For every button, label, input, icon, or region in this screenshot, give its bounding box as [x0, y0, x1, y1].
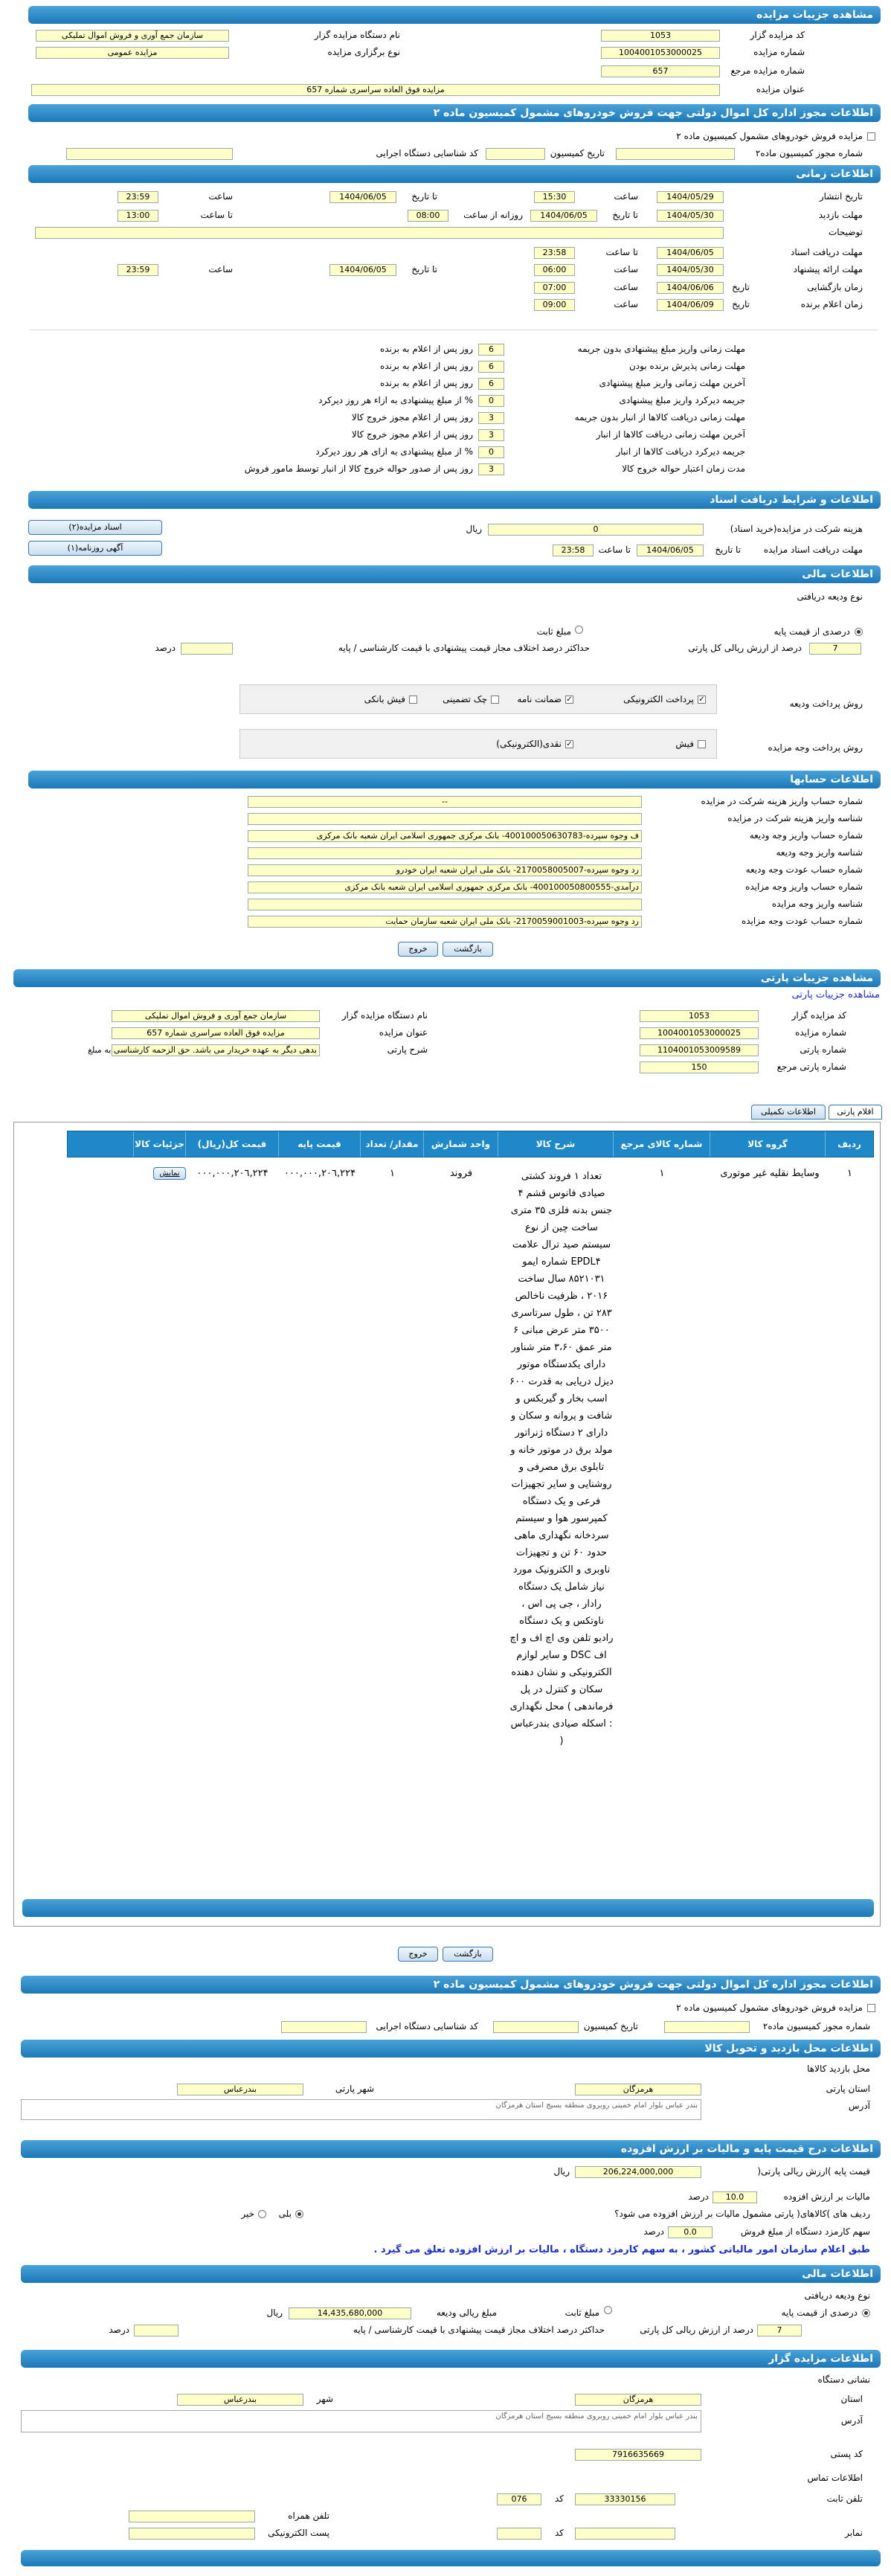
penalty-unit: روز پس از اعلام به برنده — [380, 344, 473, 354]
docs-until-label: تا ساعت — [605, 247, 638, 257]
publish-to-field: 1404/06/05 — [329, 191, 396, 203]
account-label: شناسه واریز هزینه شرکت در مزایده — [727, 813, 863, 823]
auction-no-label: شماره مزایده — [753, 47, 805, 57]
offer-time-field: 06:00 — [534, 264, 575, 276]
org-label: نام دستگاه مزایده گزار — [314, 30, 400, 40]
penalty-label: مهلت زمانی دریافت کالاها از انبار بدون جریمه — [574, 412, 745, 423]
exec-code-field — [66, 148, 233, 160]
permit-label: شماره مجوز کمیسیون ماده۲ — [755, 148, 863, 158]
email-field — [129, 2528, 255, 2540]
docs-label: مهلت دریافت اسناد — [790, 247, 863, 257]
section-header-price-vat: اطلاعات درج قیمت پایه و مالیات بر ارزش افزوده — [21, 2140, 881, 2158]
tab-party-items[interactable]: اقلام پارتی — [829, 1105, 882, 1120]
type-label: نوع برگزاری مزایده — [327, 47, 400, 57]
publish-label: تاریخ انتشار — [819, 191, 863, 202]
commission-checkbox-2[interactable] — [867, 2004, 875, 2012]
penalty-value: 3 — [478, 463, 504, 475]
party-org-label: نام دستگاه مزایده گزار — [341, 1010, 428, 1021]
fixed-label: مبلغ ثابت — [536, 626, 571, 637]
type-field: مزایده عمومی — [36, 47, 229, 59]
phone-field: 33330156 — [575, 2493, 675, 2505]
vat-question: ردیف های )کالاهای( پارتی مشمول مالیات بر ارزش افزوده می شود؟ — [614, 2209, 870, 2219]
visit-from-field: 1404/05/30 — [657, 210, 724, 222]
penalty-value: 6 — [478, 378, 504, 390]
tab-extra-info[interactable]: اطلاعات تکمیلی — [751, 1105, 826, 1120]
exit-button-2[interactable]: خروج — [398, 1947, 438, 1962]
permit-label-2: شماره مجوز کمیسیون ماده۲ — [762, 2021, 870, 2031]
fax-code-label: کد — [554, 2528, 564, 2538]
offer-label: مهلت ارائه پیشنهاد — [793, 264, 863, 274]
section-header-permit: اطلاعات مجوز اداره کل اموال دولتی جهت فروش خودروهای مشمول کمیسیون ماده ۲ — [28, 104, 881, 122]
pm-guarantee-checkbox[interactable]: ✓ — [566, 696, 573, 704]
pay-method-panel — [239, 684, 717, 714]
items-table-header — [67, 1131, 874, 1157]
publish-hour2-label: ساعت — [208, 191, 233, 202]
visit-to-field: 1404/06/05 — [530, 210, 597, 222]
base-price-rial: ریال — [553, 2166, 570, 2177]
max-diff-label: حداکثر درصد اختلاف مجاز قیمت پیشنهادی با قیمت کارشناسی / پایه — [338, 643, 590, 653]
row-detail-button[interactable]: نمایش — [153, 1167, 186, 1180]
vat-field: 10.0 — [713, 2191, 757, 2203]
daily-from-field: 08:00 — [408, 210, 448, 222]
phone-code-label: کد — [554, 2493, 564, 2504]
pa-fish-checkbox[interactable] — [698, 740, 706, 748]
row-desc: تعداد ۱ فروند کشتی صیادی فانوس قشم ۴ جنس بدنه فلزی ۳۵ متری ساخت چین از نوع سیستم صید ترال علامت EPDL۴ شماره ایمو ۸۵۲۱۰۳۱ سال ساخت ۲۰۱۶ ، ظرفیت ناخالص ۲۸۳ تن ، طول سرتاسری ۳۵۰۰ متر عرض مبانی ۶ متر عمق ۳،۶۰ متر شناور دارای یکدستگاه موتور دیزل دریایی به قدرت ۶۰۰ اسب بخار و گیربکس و شافت و پروانه و سکان و دارای ۲ دستگاه ژنراتور مولد برق در موتور خانه و تابلوی برق مصرفی و روشنایی و سایر تجهیزات فرعی و یک دستگاه کمپرسور هوا و سیستم سردخانه نگهداری ماهی حدود ۶۰ تن و تجهیزات ناوبری و الکترونیک مورد نیاز شامل یک دستگاه رادار ، جی پی اس ، ناوتکس و یک دستگاه رادیو تلفن وی اچ اف و اچ اف DSC و سایر لوازم الکترونیکی و نشان دهنده سکان و کنترل در پل فرماندهی ) محل نگهداری : اسکله صیادی بندرعباس ( — [509, 1171, 614, 1747]
deposit-type-label-2: نوع ودیعه دریافتی — [804, 2290, 870, 2301]
email-label: پست الکترونیکی — [268, 2528, 329, 2538]
col-header: شماره کالای مرجع — [613, 1131, 710, 1157]
publish-to-label: تا تاریخ — [411, 191, 437, 202]
exec-code-label: کد شناسایی دستگاه اجرایی — [376, 148, 478, 158]
penalty-label: جریمه دیرکرد واریز مبلغ پیشنهادی — [619, 395, 745, 405]
party-ref-label: شماره پارتی مرجع — [776, 1061, 846, 1072]
postal-label: کد پستی — [830, 2449, 863, 2459]
account-value — [248, 847, 642, 859]
pct-radio-2[interactable] — [862, 2309, 870, 2317]
back-button[interactable]: بازگشت — [443, 942, 493, 957]
account-value — [248, 813, 642, 825]
table-footer — [22, 1899, 874, 1917]
pm-electronic-label: پرداخت الکترونیکی — [623, 694, 694, 704]
docs-time-field: 23:58 — [534, 247, 575, 259]
permit-field-2 — [664, 2021, 750, 2033]
penalty-label: مدت زمان اعتبار حواله خروج کالا — [622, 463, 745, 474]
vat-label: مالیات بر ارزش افزوده — [783, 2191, 870, 2202]
pct-label-2: درصدی از قیمت پایه — [781, 2307, 858, 2318]
commission-checkbox[interactable] — [867, 132, 875, 141]
visit-until-field: 13:00 — [118, 210, 158, 222]
announce-hour-label: ساعت — [614, 299, 638, 309]
base-price-field: 206,224,000,000 — [575, 2166, 701, 2178]
pm-check-checkbox[interactable] — [491, 696, 499, 704]
penalty-label: آخرین مهلت زمانی واریز مبلغ پیشنهادی — [599, 378, 745, 388]
party-address-field: بندر عباس بلوار امام خمینی روبروی منطقه بسیج استان هرمزگان — [21, 2099, 701, 2120]
party-code-label: کد مزایده گزار — [791, 1010, 846, 1021]
section-header-auction-details: مشاهده جزییات مزایده — [28, 6, 881, 24]
offer-to-field: 1404/06/05 — [329, 264, 396, 276]
deposit-amount-field: 14,435,680,000 — [289, 2307, 411, 2319]
party-code-field: 1053 — [640, 1010, 759, 1022]
row-index: ١ — [847, 1168, 852, 1179]
contact-title: اطلاعات تماس — [807, 2473, 863, 2483]
mobile-field — [129, 2511, 255, 2522]
section-header-visit-place: اطلاعات محل بازدید و تحویل کالا — [21, 2040, 881, 2058]
party-subtitle: مشاهده جزییات پارتی — [791, 989, 880, 1000]
title-label: عنوان مزایده — [756, 84, 805, 94]
penalty-label: آخرین مهلت زمانی دریافت کالاها از انبار — [596, 429, 745, 440]
penalty-unit: روز پس از اعلام مجوز خروج کالا — [351, 429, 473, 440]
party-city-label: شهر پارتی — [335, 2084, 374, 2094]
address-title: نشانی دستگاه — [817, 2374, 870, 2385]
desc-field — [35, 227, 724, 239]
account-label: شماره حساب واریز وجه ودیعه — [749, 830, 863, 841]
penalty-label: مهلت زمانی پذیرش برنده بودن — [628, 361, 745, 371]
row-base-price: ٢٠٦,٢٢۴,٠٠٠,٠٠٠ — [283, 1168, 356, 1179]
code-field: 1053 — [601, 30, 720, 42]
title-field: مزایده فوق العاده سراسری شماره 657 — [31, 84, 720, 96]
col-header: قیمت کل(ریال) — [185, 1131, 278, 1157]
account-value: درآمدی-400100050800555- بانک مرکزی جمهوری اسلامی ایران شعبه بانک مرکزی — [248, 881, 642, 893]
pm-guarantee-label: ضمانت نامه — [517, 694, 562, 704]
penalty-value: 3 — [478, 412, 504, 424]
permit-field — [616, 148, 735, 160]
penalty-value: 0 — [478, 446, 504, 458]
pay-auction-panel — [239, 729, 717, 759]
open-time-field: 07:00 — [534, 282, 575, 294]
pay-method-label: روش پرداخت ودیعه — [789, 698, 863, 709]
pct-text: درصد از ارزش ریالی کل پارتی — [688, 643, 802, 653]
section-header-auctioneer: اطلاعات مزایده گزار — [21, 2350, 881, 2368]
pay-auction-label: روش پرداخت وجه مزایده — [768, 742, 863, 753]
fee-label: هزینه شرکت در مزایده(خرید اسناد) — [730, 524, 863, 534]
penalty-unit: روز پس از اعلام به برنده — [380, 378, 473, 388]
base-price-label: قیمت پایه )ارزش ریالی پارتی( — [757, 2166, 870, 2177]
section-header-documents: اطلاعات و شرایط دریافت اسناد — [28, 491, 881, 509]
pa-cash-label: نقدی(الکترونیکی) — [496, 739, 562, 749]
docs-date-field: 1404/06/05 — [657, 247, 724, 259]
pm-bank-label: فیش بانکی — [364, 694, 405, 704]
col-header: قیمت پایه — [278, 1131, 360, 1157]
pct-field: 7 — [809, 643, 861, 655]
items-table — [13, 1122, 881, 1927]
deposit-type-label: نوع ودیعه دریافتی — [797, 591, 863, 602]
postal-field: 7916635669 — [575, 2449, 701, 2461]
commission-date-field-2 — [493, 2021, 579, 2033]
offer-hour2-label: ساعت — [208, 264, 233, 274]
vat-no-label: خیر — [241, 2209, 254, 2219]
party-title-field: مزایده فوق العاده سراسری شماره 657 — [112, 1027, 320, 1039]
penalty-value: 0 — [478, 395, 504, 407]
offer-to-label: تا تاریخ — [411, 264, 437, 274]
open-hour-label: ساعت — [614, 282, 638, 292]
section-header-timing: اطلاعات زمانی — [28, 165, 881, 183]
vat-percent: درصد — [688, 2191, 709, 2202]
party-desc-field: بدهی دیگر به عهده خریدار می باشد. حق الزحمه کارشناسی به مبلغ — [112, 1044, 320, 1056]
offer-time2-field: 23:59 — [118, 264, 158, 276]
publish-time2-field: 23:59 — [118, 191, 158, 203]
docs-link-button[interactable]: اسناد مزایده(۲) — [28, 520, 162, 535]
account-value — [248, 899, 642, 910]
footer-bar — [21, 2550, 881, 2566]
col-header: مقدار/ تعداد — [360, 1131, 423, 1157]
account-value: -- — [248, 796, 642, 808]
publish-time1-field: 15:30 — [534, 191, 575, 203]
pm-check-label: چک تضمینی — [443, 694, 487, 704]
city-label: شهر — [316, 2394, 333, 2404]
publish-hour-label: ساعت — [614, 191, 638, 202]
penalty-label: مهلت زمانی واریز مبلغ پیشنهادی بدون جریمه — [577, 344, 745, 354]
vat-yes-radio[interactable] — [295, 2210, 303, 2218]
fixed-radio-2[interactable] — [604, 2306, 612, 2314]
announce-date-field: 1404/06/09 — [657, 299, 724, 311]
col-header: جزئیات کالا — [133, 1131, 185, 1157]
account-value: رد وجوه سپرده-2170058005007- بانک ملی ایران شعبه ایران خودرو — [248, 864, 642, 876]
phone-label: تلفن ثابت — [826, 2493, 863, 2504]
announce-label: زمان اعلام برنده — [800, 299, 863, 309]
col-header: ردیف — [825, 1131, 873, 1157]
deadline-time-field: 23:58 — [553, 545, 594, 556]
penalty-unit: روز پس از اعلام به برنده — [380, 361, 473, 371]
newspaper-link-button[interactable]: آگهی روزنامه(۱) — [28, 541, 162, 556]
province-label: استان — [840, 2394, 863, 2404]
account-label: شناسه واریز وجه ودیعه — [776, 847, 863, 858]
commission-date-label-2: تاریخ کمیسیون — [583, 2021, 638, 2031]
back-button-2[interactable]: بازگشت — [443, 1947, 493, 1962]
max-diff-percent: درصد — [155, 643, 176, 653]
exec-code-label-2: کد شناسایی دستگاه اجرایی — [376, 2021, 478, 2031]
section-header-financial-2: اطلاعات مالی — [21, 2265, 881, 2283]
commission-percent: درصد — [643, 2226, 664, 2237]
penalty-unit: % از مبلغ پیشنهادی به ازاء هر روز دیرکرد — [318, 395, 473, 405]
penalty-value: 3 — [478, 429, 504, 441]
max-diff-field — [181, 643, 233, 655]
commission-label: سهم کارمزد دستگاه از مبلغ فروش — [740, 2226, 870, 2237]
visit-to-label: تا تاریخ — [612, 210, 638, 220]
publish-from-field: 1404/05/29 — [657, 191, 724, 203]
fee-rial: ریال — [466, 524, 482, 534]
pct-text-2: درصد از ارزش ریالی کل پارتی — [640, 2325, 753, 2335]
open-date-field: 1404/06/06 — [657, 282, 724, 294]
max-diff-label-2: حداکثر درصد اختلاف مجاز قیمت پیشنهادی با قیمت کارشناسی / پایه — [353, 2325, 605, 2335]
account-value: ف وجوه سپرده-400100050630783- بانک مرکزی جمهوری اسلامی ایران شعبه بانک مرکزی — [248, 830, 642, 842]
penalty-unit: روز پس از اعلام مجوز خروج کالا — [351, 412, 473, 423]
deadline-to-time-label: تا ساعت — [598, 545, 631, 555]
party-no-field: 1104001053009589 — [640, 1044, 759, 1056]
section-header-financial: اطلاعات مالی — [28, 565, 881, 583]
row-unit: فروند — [449, 1168, 473, 1179]
code-label: کد مزایده گزار — [750, 30, 805, 40]
announce-date-label: تاریخ — [732, 299, 750, 309]
deposit-amount-label: مبلغ ریالی ودیعه — [436, 2307, 497, 2318]
open-date-label: تاریخ — [732, 282, 750, 292]
fax-label: نمابر — [845, 2528, 863, 2538]
desc-label: توضیحات — [828, 227, 863, 237]
commission-date-field — [486, 148, 545, 160]
party-city-field: بندرعباس — [177, 2084, 303, 2095]
address-label: آدرس — [840, 2415, 863, 2426]
exit-button[interactable]: خروج — [398, 942, 438, 957]
open-label: زمان بازگشایی — [807, 282, 863, 292]
party-province-label: استان پارتی — [826, 2084, 870, 2094]
account-label: شماره حساب عودت وجه ودیعه — [745, 864, 863, 875]
pct-radio[interactable] — [855, 628, 863, 636]
penalty-value: 6 — [478, 361, 504, 373]
province-field: هرمزگان — [575, 2394, 701, 2406]
visit-place-label: محل بازدید کالاها — [807, 2063, 870, 2074]
party-ref-field: 150 — [640, 1061, 759, 1073]
party-org-field: سازمان جمع آوری و فروش اموال تملیکی — [112, 1010, 320, 1022]
party-province-field: هرمزگان — [575, 2084, 701, 2095]
exec-code-field-2 — [281, 2021, 367, 2033]
party-address-label: آدرس — [848, 2101, 870, 2111]
offer-hour-label: ساعت — [614, 264, 638, 274]
visit-label: مهلت بازدید — [818, 210, 863, 220]
deposit-amount-rial: ریال — [266, 2307, 283, 2318]
mobile-label: تلفن همراه — [288, 2511, 329, 2521]
commission-field: 0.0 — [668, 2226, 713, 2238]
penalty-value: 6 — [478, 344, 504, 356]
city-field: بندرعباس — [177, 2394, 303, 2406]
col-header: واحد شمارش — [423, 1131, 498, 1157]
fixed-label-2: مبلغ ثابت — [564, 2307, 599, 2318]
party-no-label: شماره پارتی — [800, 1044, 846, 1055]
until-label: تا ساعت — [200, 210, 233, 220]
pct-label: درصدی از قیمت پایه — [773, 626, 850, 637]
commission-checkbox-label-2: مزایده فروش خودروهای مشمول کمیسیون ماده ۲ — [676, 2002, 863, 2013]
offer-date-field: 1404/05/30 — [657, 264, 724, 276]
commission-checkbox-label: مزایده فروش خودروهای مشمول کمیسیون ماده ۲ — [676, 131, 863, 141]
pm-electronic-checkbox[interactable]: ✓ — [698, 696, 705, 704]
fax-code-field — [497, 2528, 541, 2540]
party-auction-no-label: شماره مزایده — [795, 1027, 846, 1038]
row-total-price: ٢٠٦,٢٢۴,٠٠٠,٠٠٠ — [196, 1168, 268, 1179]
org-field: سازمان جمع آوری و فروش اموال تملیکی — [36, 30, 229, 42]
row-ref: ١ — [659, 1168, 665, 1179]
vat-yes-label: بلی — [278, 2209, 292, 2219]
fax-field — [575, 2528, 675, 2540]
announce-time-field: 09:00 — [534, 299, 575, 311]
ref-label: شماره مزایده مرجع — [730, 65, 805, 76]
auction-no-field: 1004001053000025 — [601, 47, 720, 59]
party-title-label: عنوان مزایده — [379, 1027, 428, 1038]
col-header: شرح کالا — [498, 1131, 613, 1157]
pa-cash-checkbox[interactable]: ✓ — [566, 740, 573, 748]
account-label: شماره حساب عودت وجه مزایده — [741, 916, 863, 926]
vat-note: طبق اعلام سازمان امور مالیاتی کشور ، به سهم کارمزد دستگاه ، مالیات بر ارزش افزوده تعلق می گیرد . — [373, 2244, 870, 2255]
pa-fish-label: فیش — [675, 739, 694, 749]
penalty-label: جریمه دیرکرد دریافت کالاها از انبار — [616, 446, 745, 457]
row-qty: ١ — [390, 1168, 395, 1179]
account-label: شناسه واریز وجه مزایده — [771, 899, 863, 909]
daily-from-label: روزانه از ساعت — [463, 210, 523, 220]
ref-field: 657 — [601, 65, 720, 77]
address-field: بندر عباس بلوار امام خمینی روبروی منطقه بسیج استان هرمزگان — [21, 2410, 701, 2432]
party-desc-label: شرح پارتی — [387, 1044, 428, 1055]
pct-field-2: 7 — [757, 2325, 802, 2336]
max-diff-field-2 — [134, 2325, 178, 2336]
section-header-permit-2: اطلاعات مجوز اداره کل اموال دولتی جهت فروش خودروهای مشمول کمیسیون ماده ۲ — [21, 1976, 881, 1994]
deadline-date-field: 1404/06/05 — [637, 545, 704, 556]
account-label: شماره حساب واریز وجه مزایده — [745, 881, 863, 892]
fee-field: 0 — [488, 524, 704, 536]
deadline-label: مهلت دریافت اسناد مزایده — [763, 545, 863, 555]
party-auction-no-field: 1004001053000025 — [640, 1027, 759, 1039]
phone-code-field: 076 — [497, 2493, 541, 2505]
fixed-radio[interactable] — [575, 626, 583, 634]
deadline-to-date-label: تا تاریخ — [715, 545, 741, 555]
row-group: وسایط نقلیه غیر موتوری — [720, 1168, 820, 1179]
account-label: شماره حساب واریز هزینه شرکت در مزایده — [701, 796, 863, 806]
account-value: رد وجوه سپرده-2170059001003- بانک ملی ایران شعبه سازمان حمایت — [248, 916, 642, 928]
commission-date-label: تاریخ کمیسیون — [550, 148, 605, 158]
pm-bank-checkbox[interactable] — [409, 696, 417, 704]
penalty-unit: % از مبلغ پیشنهادی به ازای هر روز دیرکرد — [315, 446, 473, 457]
section-header-accounts: اطلاعات حسابها — [28, 771, 881, 788]
penalty-unit: روز پس از صدور حواله خروج کالا از انبار توسط مامور فروش — [244, 463, 473, 474]
max-diff-percent-2: درصد — [109, 2325, 129, 2335]
section-header-party: مشاهده جزییات پارتی — [13, 969, 881, 987]
vat-no-radio[interactable] — [258, 2210, 266, 2218]
col-header: گروه کالا — [710, 1131, 825, 1157]
